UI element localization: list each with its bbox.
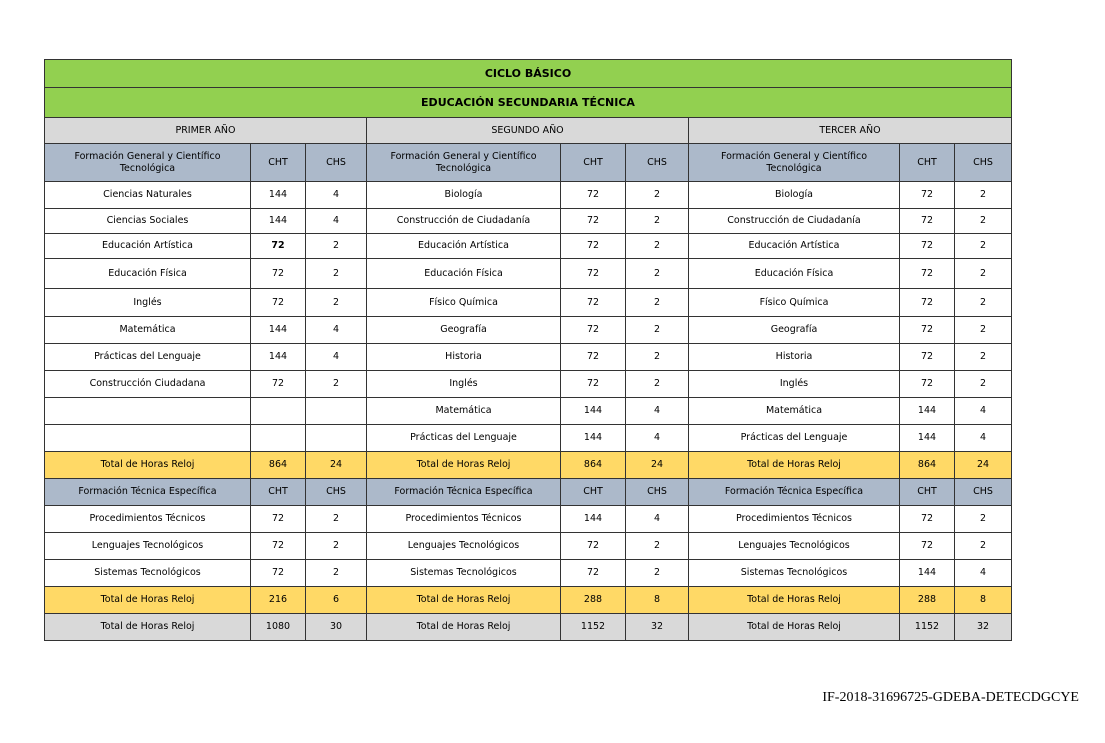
table-row-cell: 4 <box>306 209 367 234</box>
table-title: CICLO BÁSICO <box>45 60 1012 88</box>
table-row-cell: Educación Física <box>45 259 251 289</box>
curriculum-table <box>44 59 1012 641</box>
table-row-cell: Matemática <box>367 398 561 425</box>
table-subtitle: EDUCACIÓN SECUNDARIA TÉCNICA <box>45 88 1012 118</box>
table-row-cell: 72 <box>900 289 955 317</box>
table-row <box>45 533 1012 560</box>
table-row-cell: 2 <box>955 371 1012 398</box>
table-row-cell: 72 <box>900 533 955 560</box>
tech-header-row-cell: Formación Técnica Específica <box>367 479 561 506</box>
table-row <box>45 259 1012 289</box>
year-first: PRIMER AÑO <box>45 118 367 144</box>
table-row-cell: 2 <box>626 289 689 317</box>
table-row-cell: 144 <box>561 506 626 533</box>
general-header-row <box>45 144 1012 182</box>
table-row-cell: 72 <box>561 289 626 317</box>
table-row-cell: 2 <box>306 259 367 289</box>
table-row-cell: Biología <box>689 182 900 209</box>
table-row-cell: 72 <box>900 506 955 533</box>
table-row-cell: Inglés <box>367 371 561 398</box>
table-row-cell: 72 <box>561 259 626 289</box>
table-row-cell: Educación Artística <box>45 234 251 259</box>
table-row-cell: 2 <box>626 259 689 289</box>
table-row-cell: 72 <box>561 560 626 587</box>
table-row-cell: 144 <box>251 344 306 371</box>
table-row-cell: Lenguajes Tecnológicos <box>689 533 900 560</box>
table-row-cell: 72 <box>251 234 306 259</box>
general-header-row-cell: CHT <box>251 144 306 182</box>
table-row-cell: 4 <box>626 398 689 425</box>
table-row <box>45 317 1012 344</box>
general-total-row-cell: 864 <box>251 452 306 479</box>
general-total-row-cell: 864 <box>561 452 626 479</box>
general-header-row-cell: CHT <box>900 144 955 182</box>
table-row-cell: Prácticas del Lenguaje <box>689 425 900 452</box>
table-row-cell: 2 <box>955 259 1012 289</box>
table-row-cell: 144 <box>251 317 306 344</box>
table-row-cell: 144 <box>251 182 306 209</box>
table-row <box>45 344 1012 371</box>
tech-header-row <box>45 479 1012 506</box>
table-row-cell: Ciencias Naturales <box>45 182 251 209</box>
general-total-row-cell: Total de Horas Reloj <box>689 452 900 479</box>
grand-total-row-cell: 30 <box>306 614 367 641</box>
table-row-cell: 2 <box>306 533 367 560</box>
table-row-cell: 2 <box>306 289 367 317</box>
table-row-cell: 2 <box>626 234 689 259</box>
table-row-cell: 4 <box>306 182 367 209</box>
tech-header-row-cell: Formación Técnica Específica <box>689 479 900 506</box>
table-row-cell: 72 <box>251 560 306 587</box>
table-row-cell: Inglés <box>689 371 900 398</box>
table-row-cell: Historia <box>689 344 900 371</box>
tech-total-row-cell: 8 <box>626 587 689 614</box>
table-row-cell: 144 <box>900 398 955 425</box>
document-code: IF-2018-31696725-GDEBA-DETECDGCYE <box>822 690 1079 705</box>
table-row-cell: 72 <box>251 289 306 317</box>
table-row-cell: Prácticas del Lenguaje <box>45 344 251 371</box>
table-row-cell: Lenguajes Tecnológicos <box>367 533 561 560</box>
table-row-cell: 72 <box>900 344 955 371</box>
table-row-cell: 72 <box>251 371 306 398</box>
table-row-cell: Lenguajes Tecnológicos <box>45 533 251 560</box>
table-row-cell: Construcción de Ciudadanía <box>689 209 900 234</box>
table-row-cell: Educación Física <box>689 259 900 289</box>
table-row-cell: 72 <box>251 533 306 560</box>
table-row-cell: Educación Artística <box>367 234 561 259</box>
table-row-cell: Geografía <box>367 317 561 344</box>
table-row-cell: 2 <box>626 371 689 398</box>
table-row-cell: 2 <box>955 533 1012 560</box>
table-row <box>45 398 1012 425</box>
table-row-cell: Biología <box>367 182 561 209</box>
table-row-cell: 144 <box>251 209 306 234</box>
table-row-cell: 2 <box>626 182 689 209</box>
table-row-cell: 72 <box>561 209 626 234</box>
table-row-cell <box>45 425 251 452</box>
general-total-row <box>45 452 1012 479</box>
tech-header-row-cell: CHT <box>900 479 955 506</box>
table-row-cell <box>306 398 367 425</box>
grand-total-row-cell: 1152 <box>900 614 955 641</box>
tech-header-row-cell: CHS <box>955 479 1012 506</box>
table-row-cell: Inglés <box>45 289 251 317</box>
table-row-cell: 4 <box>626 425 689 452</box>
general-header-row-cell: Formación General y Científico Tecnológica <box>689 144 900 182</box>
general-total-row-cell: 24 <box>306 452 367 479</box>
general-total-row-cell: 864 <box>900 452 955 479</box>
table-row-cell: Educación Artística <box>689 234 900 259</box>
table-row-cell: 72 <box>561 317 626 344</box>
table-row-cell: 2 <box>306 560 367 587</box>
table-row <box>45 182 1012 209</box>
subtitle-row <box>45 88 1012 118</box>
tech-header-row-cell: Formación Técnica Específica <box>45 479 251 506</box>
table-row-cell: Construcción de Ciudadanía <box>367 209 561 234</box>
table-row-cell: 2 <box>626 533 689 560</box>
table-row-cell: 4 <box>955 398 1012 425</box>
table-row-cell: 4 <box>306 317 367 344</box>
table-row <box>45 289 1012 317</box>
general-header-row-cell: CHS <box>306 144 367 182</box>
table-row-cell: 2 <box>306 234 367 259</box>
table-row-cell: 2 <box>955 317 1012 344</box>
table-row-cell: 4 <box>955 560 1012 587</box>
tech-header-row-cell: CHT <box>251 479 306 506</box>
table-row-cell: 72 <box>900 259 955 289</box>
tech-total-row-cell: 288 <box>561 587 626 614</box>
table-row-cell: 2 <box>626 317 689 344</box>
table-row-cell: 4 <box>626 506 689 533</box>
tech-header-row-cell: CHS <box>306 479 367 506</box>
table-row-cell: 72 <box>561 182 626 209</box>
tech-header-row-cell: CHS <box>626 479 689 506</box>
general-header-row-cell: Formación General y Científico Tecnológica <box>367 144 561 182</box>
table-row-cell: 2 <box>306 506 367 533</box>
grand-total-row-cell: 1152 <box>561 614 626 641</box>
table-row-cell: 4 <box>306 344 367 371</box>
grand-total-row <box>45 614 1012 641</box>
table-row-cell: 72 <box>900 209 955 234</box>
grand-total-row-cell: Total de Horas Reloj <box>689 614 900 641</box>
table-row-cell <box>251 425 306 452</box>
table-row <box>45 234 1012 259</box>
table-row-cell: 2 <box>955 234 1012 259</box>
grand-total-row-cell: 32 <box>626 614 689 641</box>
table-row-cell: 72 <box>561 533 626 560</box>
grand-total-row-cell: Total de Horas Reloj <box>367 614 561 641</box>
table-row-cell: 2 <box>955 289 1012 317</box>
table-row-cell: 2 <box>306 371 367 398</box>
table-row-cell: 2 <box>955 182 1012 209</box>
tech-total-row-cell: Total de Horas Reloj <box>689 587 900 614</box>
table-row-cell: 2 <box>626 560 689 587</box>
table-row <box>45 209 1012 234</box>
table-row-cell: Geografía <box>689 317 900 344</box>
table-row-cell: 72 <box>900 182 955 209</box>
tech-total-row-cell: 6 <box>306 587 367 614</box>
tech-total-row-cell: Total de Horas Reloj <box>367 587 561 614</box>
general-total-row-cell: Total de Horas Reloj <box>367 452 561 479</box>
table-row-cell: 4 <box>955 425 1012 452</box>
year-second: SEGUNDO AÑO <box>367 118 689 144</box>
tech-total-row <box>45 587 1012 614</box>
table-row-cell: Ciencias Sociales <box>45 209 251 234</box>
table-row-cell: Matemática <box>689 398 900 425</box>
tech-total-row-cell: Total de Horas Reloj <box>45 587 251 614</box>
table-row <box>45 560 1012 587</box>
grand-total-row-cell: 32 <box>955 614 1012 641</box>
tech-total-row-cell: 8 <box>955 587 1012 614</box>
year-header-row <box>45 118 1012 144</box>
table-row-cell: 144 <box>900 560 955 587</box>
grand-total-row-cell: Total de Horas Reloj <box>45 614 251 641</box>
general-header-row-cell: CHS <box>955 144 1012 182</box>
table-row-cell <box>251 398 306 425</box>
general-header-row-cell: CHS <box>626 144 689 182</box>
table-row-cell: Sistemas Tecnológicos <box>689 560 900 587</box>
table-row-cell: Educación Física <box>367 259 561 289</box>
year-third: TERCER AÑO <box>689 118 1012 144</box>
table-row-cell: 2 <box>626 344 689 371</box>
table-row <box>45 371 1012 398</box>
table-row <box>45 425 1012 452</box>
table-row-cell: 72 <box>561 344 626 371</box>
general-total-row-cell: 24 <box>955 452 1012 479</box>
table-row-cell: Historia <box>367 344 561 371</box>
table-row-cell: 72 <box>251 506 306 533</box>
table-row-cell: 2 <box>955 344 1012 371</box>
table-row-cell: Procedimientos Técnicos <box>689 506 900 533</box>
table-row-cell: Procedimientos Técnicos <box>45 506 251 533</box>
table-row-cell: Procedimientos Técnicos <box>367 506 561 533</box>
table-row-cell: Sistemas Tecnológicos <box>367 560 561 587</box>
table-row-cell: 72 <box>900 317 955 344</box>
table-row-cell: 144 <box>561 425 626 452</box>
table-row-cell <box>306 425 367 452</box>
table-row-cell: Prácticas del Lenguaje <box>367 425 561 452</box>
general-header-row-cell: CHT <box>561 144 626 182</box>
table-row-cell: Físico Química <box>689 289 900 317</box>
tech-total-row-cell: 288 <box>900 587 955 614</box>
table-row-cell: 2 <box>955 506 1012 533</box>
grand-total-row-cell: 1080 <box>251 614 306 641</box>
tech-header-row-cell: CHT <box>561 479 626 506</box>
table-row-cell: Físico Química <box>367 289 561 317</box>
general-total-row-cell: 24 <box>626 452 689 479</box>
table-row-cell: 2 <box>626 209 689 234</box>
table-row-cell <box>45 398 251 425</box>
table-row-cell: 144 <box>900 425 955 452</box>
table-row <box>45 506 1012 533</box>
table-row-cell: Construcción Ciudadana <box>45 371 251 398</box>
table-row-cell: 2 <box>955 209 1012 234</box>
tech-total-row-cell: 216 <box>251 587 306 614</box>
table-row-cell: 72 <box>561 234 626 259</box>
general-total-row-cell: Total de Horas Reloj <box>45 452 251 479</box>
general-header-row-cell: Formación General y Científico Tecnológica <box>45 144 251 182</box>
title-row <box>45 60 1012 88</box>
table-row-cell: 144 <box>561 398 626 425</box>
table-row-cell: 72 <box>900 234 955 259</box>
table-row-cell: 72 <box>251 259 306 289</box>
table-row-cell: 72 <box>561 371 626 398</box>
table-row-cell: Sistemas Tecnológicos <box>45 560 251 587</box>
table-row-cell: Matemática <box>45 317 251 344</box>
table-row-cell: 72 <box>900 371 955 398</box>
